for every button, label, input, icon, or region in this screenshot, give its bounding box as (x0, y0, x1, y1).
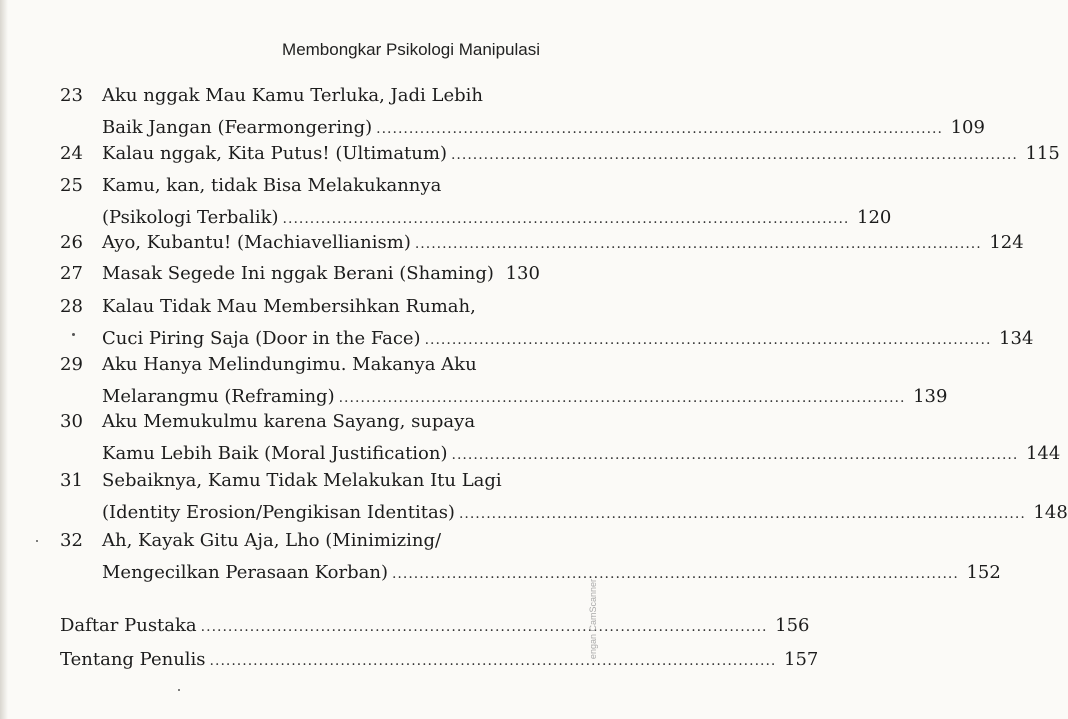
chapter-number: 24 (60, 143, 83, 164)
leader-dots: ........................................................................................................ (424, 332, 992, 348)
page-number: 134 (999, 328, 1034, 349)
chapter-title-line1: Kamu, kan, tidak Bisa Melakukannya (102, 175, 442, 196)
back-matter-title: Daftar Pustaka (60, 615, 197, 636)
toc-entry-24 (60, 138, 1060, 170)
page-number: 115 (1025, 143, 1060, 164)
chapter-number: 28 (60, 296, 83, 317)
chapter-number: 30 (60, 411, 83, 432)
toc-entry-30 (60, 406, 1061, 470)
scanner-watermark: engan CamScanner (588, 578, 598, 659)
chapter-title-line2: Melarangmu (Reframing) (102, 386, 335, 407)
chapter-title-line2: Baik Jangan (Fearmongering) (102, 117, 373, 138)
toc-entry-25 (60, 170, 892, 234)
running-header: Membongkar Psikologi Manipulasi (282, 40, 540, 59)
page-number: 157 (784, 649, 819, 670)
toc-entry-27 (60, 258, 540, 290)
toc-entry-31 (60, 465, 1068, 529)
chapter-title-line1: Kalau nggak, Kita Putus! (Ultimatum) (102, 143, 447, 164)
page-number: 124 (989, 232, 1024, 253)
leader-dots: ........................................................................................................ (451, 447, 1019, 463)
scan-speck (72, 333, 75, 336)
chapter-title-line2: Kamu Lebih Baik (Moral Justification) (102, 443, 448, 464)
leader-dots: ........................................................................................................ (391, 566, 959, 582)
page-number: 148 (1033, 502, 1068, 523)
chapter-number: 29 (60, 354, 83, 375)
chapter-number: 25 (60, 175, 83, 196)
toc-entry-29 (60, 349, 948, 413)
leader-dots: ........................................................................................................ (458, 506, 1026, 522)
page-number: 156 (775, 615, 810, 636)
leader-dots: ........................................................................................................ (282, 211, 850, 227)
leader-dots: ........................................................................................................ (376, 121, 943, 137)
chapter-title-line1: Aku Memukulmu karena Sayang, supaya (102, 411, 476, 432)
chapter-number: 26 (60, 232, 83, 253)
chapter-number: 32 (60, 530, 83, 551)
toc-entry-26 (60, 227, 1024, 259)
page-number: 130 (505, 263, 540, 284)
chapter-number: 23 (60, 85, 83, 106)
chapter-title-line1: Aku Hanya Melindungimu. Makanya Aku (102, 354, 477, 375)
scan-speck (36, 540, 38, 542)
page-edge-shadow (0, 0, 8, 719)
page-number: 109 (950, 117, 985, 138)
scan-speck (178, 689, 180, 691)
back-matter-title: Tentang Penulis (60, 649, 206, 670)
leader-dots: ........................................................................................................ (209, 653, 777, 669)
page-number: 139 (913, 386, 948, 407)
leader-dots: ........................................................................................................ (200, 619, 768, 635)
page-number: 120 (857, 207, 892, 228)
back-matter-bibliography (60, 610, 810, 642)
chapter-title-line1: Kalau Tidak Mau Membersihkan Rumah, (102, 296, 476, 317)
toc-entry-32 (60, 525, 1001, 589)
chapter-title-line2: Mengecilkan Perasaan Korban) (102, 562, 388, 583)
back-matter-author (60, 644, 819, 676)
page-number: 144 (1025, 443, 1061, 464)
chapter-title-line1: Masak Segede Ini nggak Berani (Shaming) (102, 263, 494, 284)
chapter-title-line1: Aku nggak Mau Kamu Terluka, Jadi Lebih (102, 85, 483, 106)
chapter-number: 31 (60, 470, 83, 491)
chapter-title-line1: Sebaiknya, Kamu Tidak Melakukan Itu Lagi (102, 470, 502, 491)
chapter-title-line2: Cuci Piring Saja (Door in the Face) (102, 328, 421, 349)
toc-entry-28 (60, 291, 1034, 355)
leader-dots: ........................................................................................................ (338, 390, 906, 406)
chapter-number: 27 (60, 263, 83, 284)
leader-dots: ........................................................................................................ (414, 236, 982, 252)
chapter-title-line1: Ah, Kayak Gitu Aja, Lho (Minimizing/ (102, 530, 442, 551)
chapter-title-line1: Ayo, Kubantu! (Machiavellianism) (102, 232, 411, 253)
chapter-title-line2: (Identity Erosion/Pengikisan Identitas) (102, 502, 455, 523)
toc-entry-23 (60, 80, 985, 144)
leader-dots: ........................................................................................................ (450, 147, 1018, 163)
chapter-title-line2: (Psikologi Terbalik) (102, 207, 279, 228)
page-number: 152 (966, 562, 1001, 583)
